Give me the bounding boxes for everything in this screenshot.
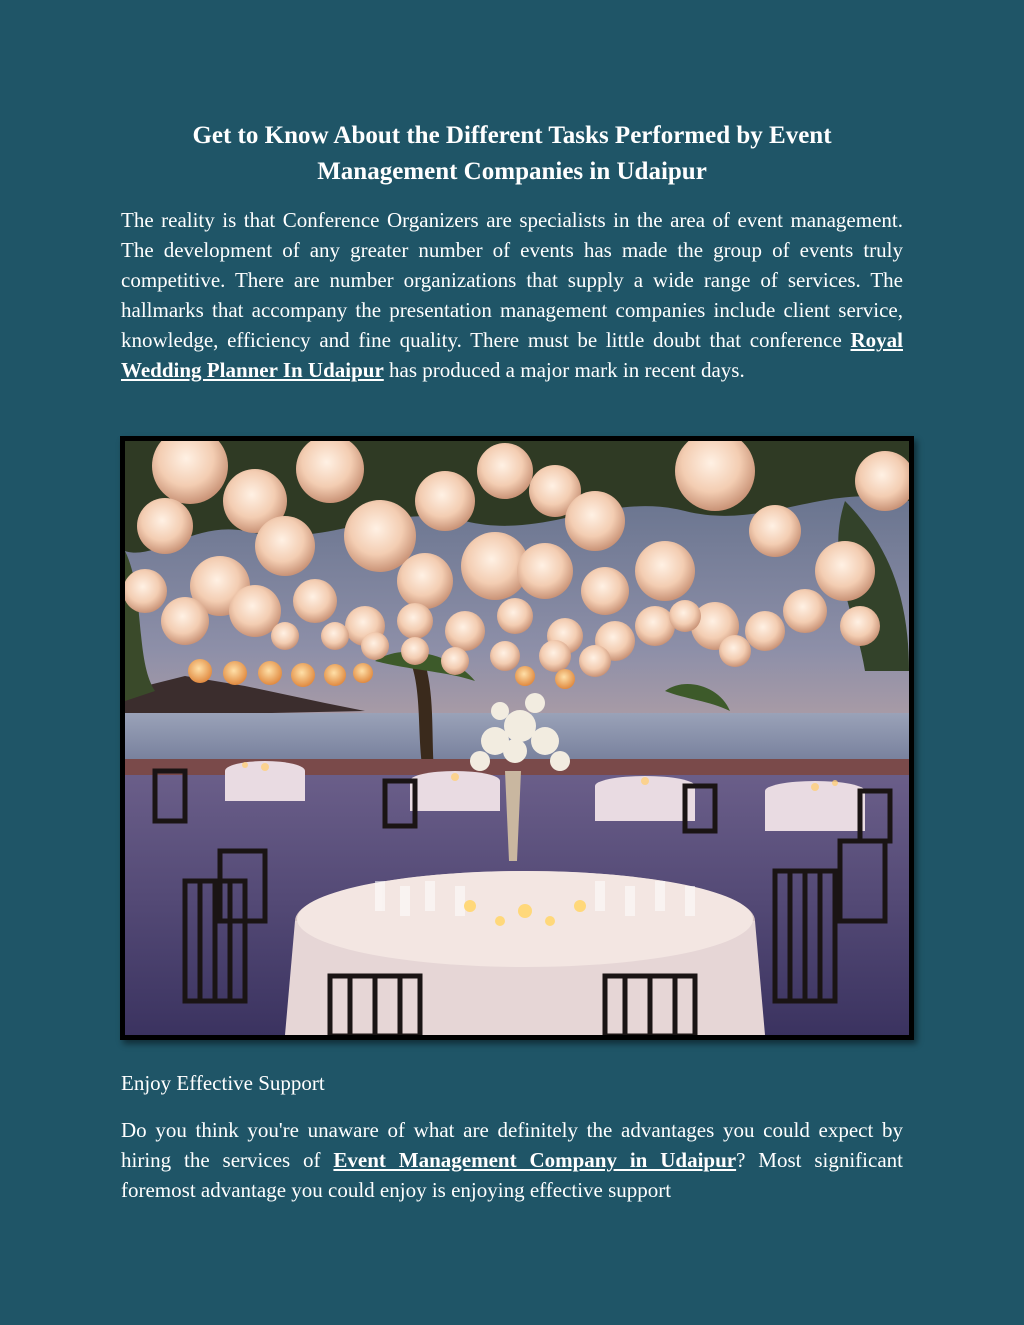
wedding-venue-image bbox=[125, 441, 909, 1035]
event-management-company-link[interactable]: Event Management Company in Udaipur bbox=[333, 1148, 737, 1172]
title-line-1: Get to Know About the Different Tasks Performed by Event bbox=[192, 122, 832, 149]
section-subheading: Enjoy Effective Support bbox=[121, 1071, 325, 1095]
wedding-venue-photo bbox=[120, 436, 914, 1040]
article-title bbox=[120, 118, 904, 190]
intro-paragraph bbox=[121, 205, 903, 385]
royal-wedding-planner-link[interactable]: Royal Wedding Planner In Udaipur bbox=[121, 328, 903, 382]
support-paragraph-text: Do you think you're unaware of what are definitely the advantages you could expect by hiring the services of bbox=[121, 1118, 903, 1172]
intro-paragraph-tail: has produced a major mark in recent days. bbox=[383, 358, 745, 382]
support-paragraph bbox=[121, 1115, 903, 1205]
title-line-2: Management Companies in Udaipur bbox=[317, 158, 707, 185]
intro-paragraph-text: The reality is that Conference Organizers are specialists in the area of event management. The development of any greater number of events has made the group of events truly competitive. There are number organizations that supply a wide range of services. The hallmarks that accompany the presentation management companies include client service, knowledge, efficiency and fine quality. There must be little doubt that conference bbox=[121, 208, 903, 352]
support-paragraph-tail: ? Most significant foremost advantage you could enjoy is enjoying effective support bbox=[121, 1148, 903, 1202]
